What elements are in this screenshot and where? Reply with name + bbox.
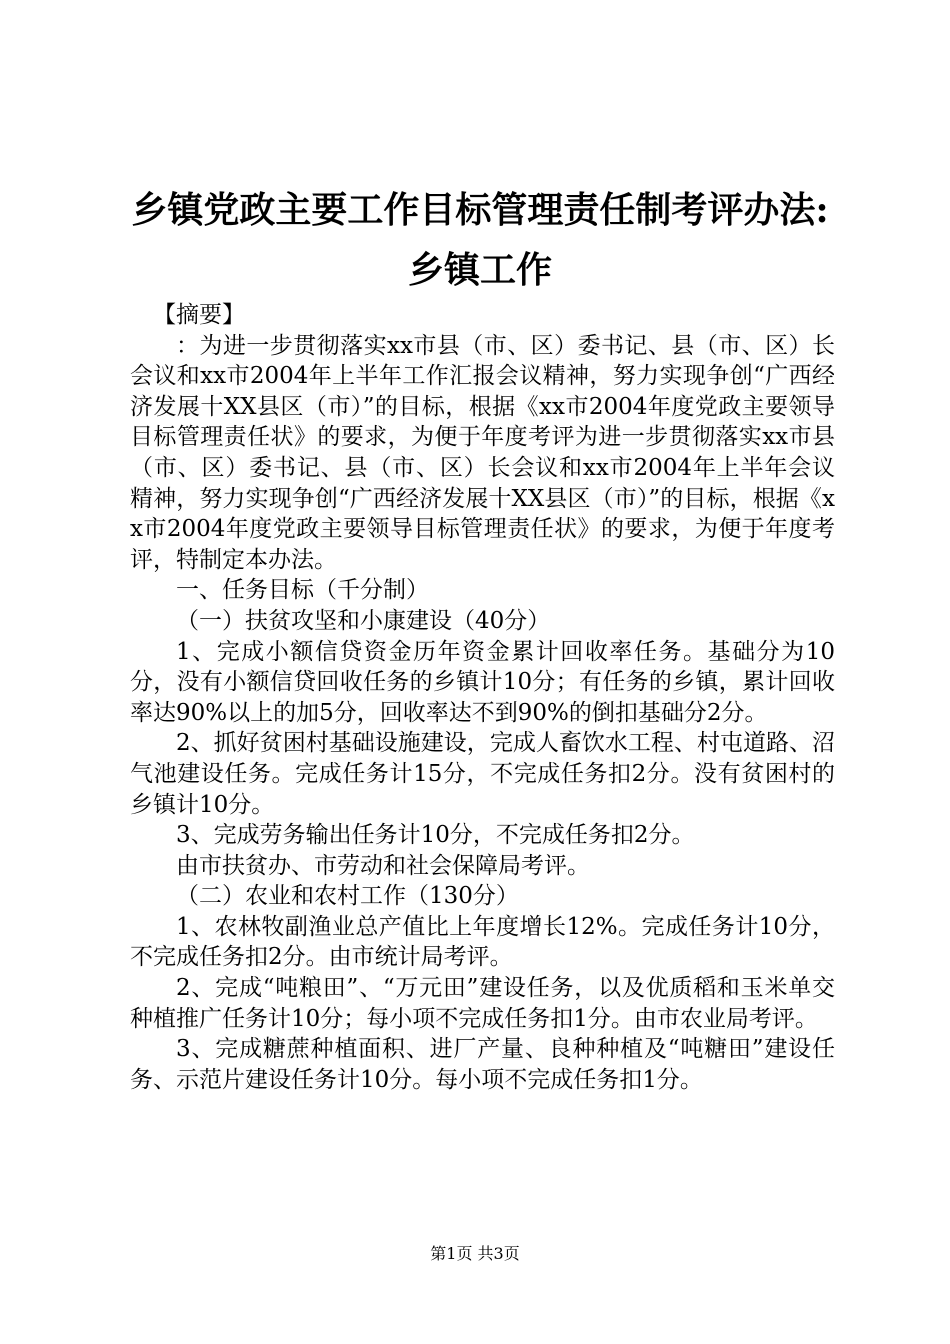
paragraph-item: 2、抓好贫困村基础设施建设，完成人畜饮水工程、村屯道路、沼气池建设任务。完成任务计15分，不完成任务扣2分。没有贫困村的乡镇计10分。 (130, 730, 835, 818)
document-title-line-2: 乡镇工作 (407, 249, 552, 291)
paragraph-item: 3、完成劳务输出任务计10分，不完成任务扣2分。 (176, 822, 695, 849)
paragraph-note: 由市扶贫办、市劳动和社会保障局考评。 (176, 852, 590, 879)
document-body (130, 300, 835, 1095)
abstract-label: 【摘要】 (153, 302, 245, 328)
paragraph-item: 1、农林牧副渔业总产值比上年度增长12%。完成任务计10分，不完成任务扣2分。由市统计局考评。 (130, 913, 835, 971)
paragraph-item: 1、完成小额信贷资金历年资金累计回收率任务。基础分为10分，没有小额信贷回收任务的乡镇计10分；有任务的乡镇，累计回收率达90%以上的加5分，回收率达不到90%的倒扣基础分2分。 (130, 638, 835, 726)
paragraph-item: 2、完成“吨粮田”、“万元田”建设任务，以及优质稻和玉米单交种植推广任务计10分；每小项不完成任务扣1分。由市农业局考评。 (130, 975, 835, 1032)
subsection-heading-2: （二）农业和农村工作（130分） (176, 883, 519, 910)
page-footer: 第1页 共3页 (430, 1244, 520, 1263)
subsection-heading-1: （一）扶贫攻坚和小康建设（40分） (176, 607, 551, 634)
paragraph-item: 3、完成糖蔗种植面积、进厂产量、良种种植及“吨糖田”建设任务、示范片建设任务计10分。每小项不完成任务扣1分。 (130, 1036, 835, 1093)
section-heading-1: 一、任务目标（千分制） (176, 577, 429, 604)
paragraph-intro: ：为进一步贯彻落实xx市县（市、区）委书记、县（市、区）长会议和xx市2004年上半年工作汇报会议精神，努力实现争创“广西经济发展十XX县区（市）”的目标，根据《xx市2004年度党政主要领导目标管理责任状》的要求，为便于年度考评为进一步贯彻落实xx市县（市、区）委书记、县（市、区）长会议和xx市2004年上半年会议精神，努力实现争创“广西经济发展十XX县区（市）”的目标，根据《xx市2004年度党政主要领导目标管理责任状》的要求，为便于年度考评，特制定本办法。 (130, 332, 835, 573)
document-title-line-1: 乡镇党政主要工作目标管理责任制考评办法: (131, 189, 829, 231)
